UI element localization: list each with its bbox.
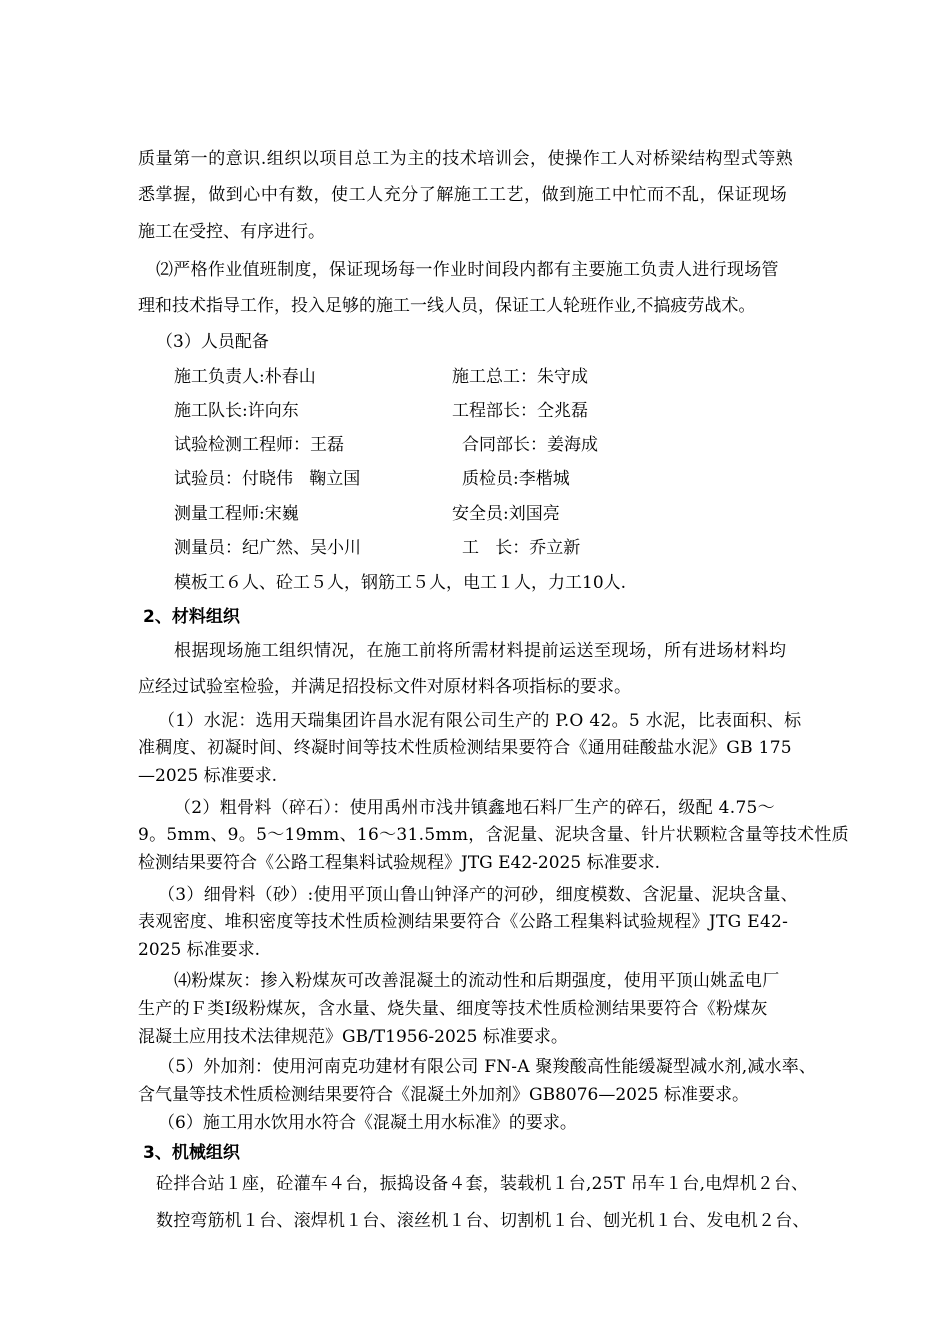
paragraph-line: —2025 标准要求. [138, 766, 278, 786]
personnel-right: 质检员:李楷城 [462, 469, 570, 489]
section-heading: 2、材料组织 [143, 607, 240, 627]
paragraph-line: 理和技术指导工作，投入足够的施工一线人员，保证工人轮班作业,不搞疲劳战术。 [138, 296, 756, 316]
personnel-left: 试验检测工程师：王磊 [174, 435, 344, 455]
personnel-left: 施工负责人:朴春山 [174, 367, 316, 387]
paragraph-line: 根据现场施工组织情况，在施工前将所需材料提前运送至现场，所有进场材料均 [174, 641, 787, 661]
paragraph-line: （1）水泥：选用天瑞集团许昌水泥有限公司生产的 P.O 42。5 水泥，比表面积、标 [158, 711, 802, 731]
paragraph-line: ⑵严格作业值班制度，保证现场每一作业时间段内都有主要施工负责人进行现场管 [156, 260, 779, 280]
paragraph-line: 悉掌握，做到心中有数，使工人充分了解施工工艺，做到施工中忙而不乱，保证现场 [138, 185, 788, 205]
paragraph-line: 质量第一的意识.组织以项目总工为主的技术培训会，使操作工人对桥梁结构型式等熟 [138, 149, 794, 169]
paragraph-line: 2025 标准要求. [138, 940, 261, 960]
personnel-left: 试验员：付晓伟 鞠立国 [174, 469, 361, 489]
paragraph-line: 9。5mm、9。5～19mm、16～31.5mm，含泥量、泥块含量、针片状颗粒含量等技术性质 [138, 825, 849, 845]
section-heading: 3、机械组织 [143, 1143, 240, 1163]
paragraph-line: （5）外加剂：使用河南克功建材有限公司 FN-A 聚羧酸高性能缓凝型减水剂,减水率、 [158, 1057, 817, 1077]
workers-line: 模板工６人、砼工５人，钢筋工５人，电工１人，力工10人. [174, 573, 627, 593]
paragraph-line: 混凝土应用技术法律规范》GB/T1956-2025 标准要求。 [138, 1027, 568, 1047]
paragraph-line: ⑷粉煤灰：掺入粉煤灰可改善混凝土的流动性和后期强度，使用平顶山姚孟电厂 [174, 971, 780, 991]
paragraph-line: 表观密度、堆积密度等技术性质检测结果要符合《公路工程集料试验规程》JTG E42- [138, 912, 789, 932]
personnel-right: 工程部长：仝兆磊 [452, 401, 588, 421]
personnel-left: 施工队长:许向东 [174, 401, 299, 421]
paragraph-line: 准稠度、初凝时间、终凝时间等技术性质检测结果要符合《通用硅酸盐水泥》GB 175 [138, 738, 792, 758]
paragraph-line: （3）细骨料（砂）:使用平顶山鲁山钟泽产的河砂，细度模数、含泥量、泥块含量、 [158, 885, 798, 905]
paragraph-line: 含气量等技术性质检测结果要符合《混凝土外加剂》GB8076—2025 标准要求。 [138, 1085, 750, 1105]
paragraph-line: 生产的Ｆ类Ⅰ级粉煤灰，含水量、烧失量、细度等技术性质检测结果要符合《粉煤灰 [138, 999, 768, 1019]
personnel-heading: （3）人员配备 [156, 332, 269, 352]
paragraph-line: （6）施工用水饮用水符合《混凝土用水标准》的要求。 [158, 1113, 577, 1133]
personnel-right: 施工总工：朱守成 [452, 367, 588, 387]
paragraph-line: 检测结果要符合《公路工程集料试验规程》JTG E42-2025 标准要求. [138, 853, 660, 873]
personnel-left: 测量工程师:宋巍 [174, 504, 299, 524]
paragraph-line: 应经过试验室检验，并满足招投标文件对原材料各项指标的要求。 [138, 677, 631, 697]
paragraph-line: （2）粗骨料（碎石）：使用禹州市浅井镇鑫地石料厂生产的碎石，级配 4.75～ [174, 798, 775, 818]
paragraph-line: 数控弯筋机１台、滚焊机１台、滚丝机１台、切割机１台、刨光机１台、发电机２台、 [156, 1211, 810, 1231]
personnel-left: 测量员：纪广然、吴小川 [174, 538, 361, 558]
paragraph-line: 砼拌合站１座，砼灌车４台，振捣设备４套，装载机１台,25T 吊车１台,电焊机２台、 [156, 1174, 809, 1194]
paragraph-line: 施工在受控、有序进行。 [138, 222, 325, 242]
personnel-right: 工 长：乔立新 [462, 538, 581, 558]
personnel-right: 合同部长：姜海成 [462, 435, 598, 455]
personnel-right: 安全员:刘国亮 [452, 504, 560, 524]
